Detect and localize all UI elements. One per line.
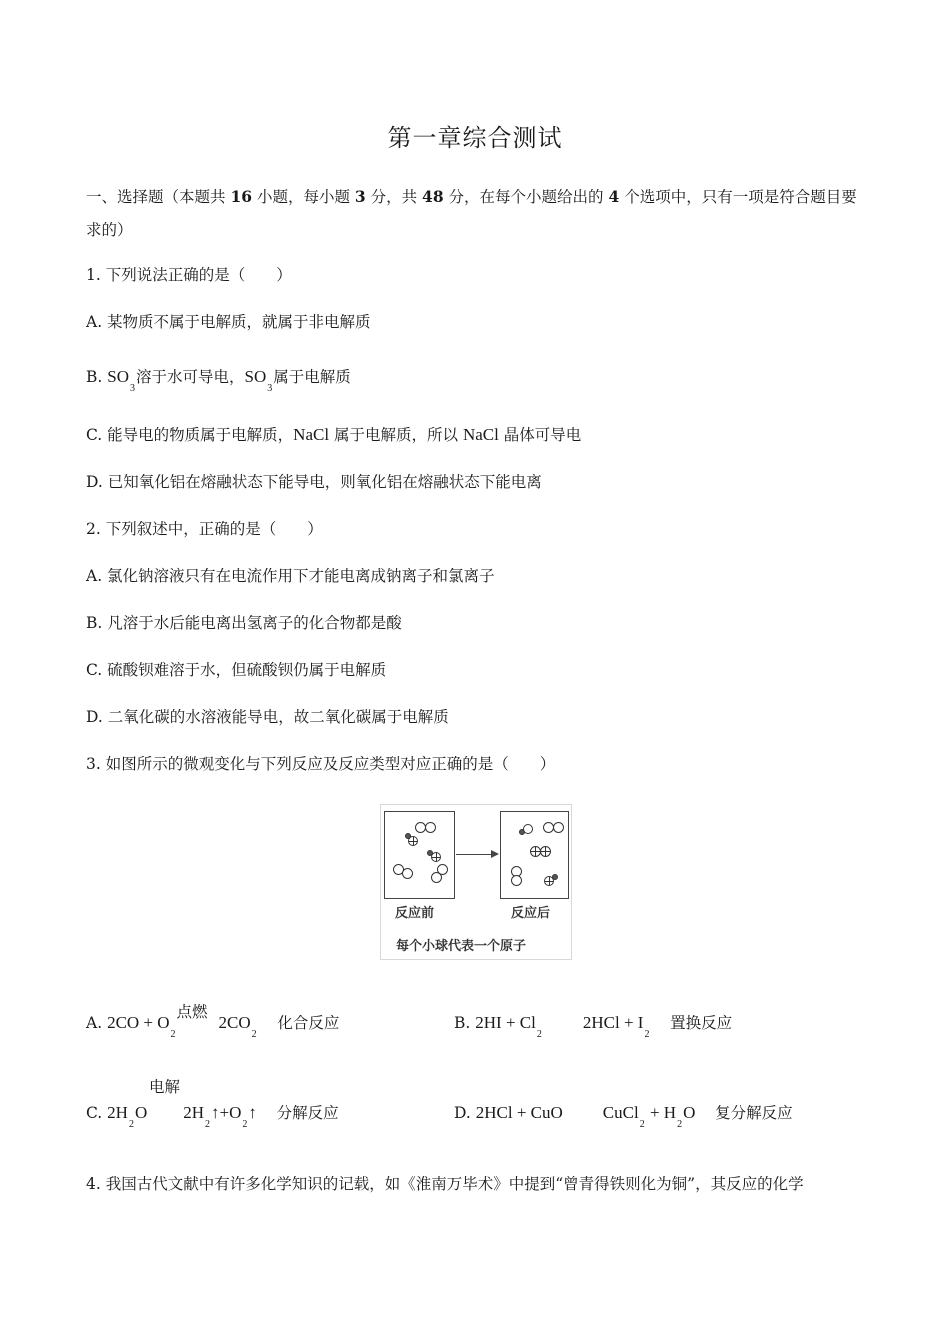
before-label: 反应前: [395, 906, 435, 921]
atom: [552, 874, 558, 880]
question-3-option-a[interactable]: A. $2CO + O_2$ 点燃 $2CO_2$ 化合反应: [86, 1003, 340, 1040]
question-3-stem: 3. 如图所示的微观变化与下列反应及反应类型对应正确的是（ ）: [86, 755, 556, 773]
question-2-stem: 2. 下列叙述中，正确的是（ ）: [86, 520, 323, 538]
question-2-option-a[interactable]: A. 氯化钠溶液只有在电流作用下才能电离成钠离子和氯离子: [86, 567, 495, 585]
section-heading: 一、选择题（本题共 16 小题，每小题 3 分，共 48 分，在每个小题给出的 4 个选项中，只有一项是符合题目要求的）: [86, 187, 857, 239]
question-2-option-c[interactable]: C. 硫酸钡难溶于水，但硫酸钡仍属于电解质: [86, 661, 387, 679]
atom: [431, 852, 441, 862]
question-2-option-d[interactable]: D. 二氧化碳的水溶液能导电，故二氧化碳属于电解质: [86, 708, 449, 726]
atom: [523, 824, 533, 834]
atom: [425, 822, 436, 833]
atom: [437, 864, 448, 875]
reaction-figure: [380, 804, 572, 960]
figure-caption: 每个小球代表一个原子: [396, 939, 527, 954]
question-1-option-b[interactable]: B. $SO_3$溶于水可导电，$SO_3$属于电解质: [86, 367, 351, 394]
question-1-option-c[interactable]: C. 能导电的物质属于电解质，NaCl 属于电解质，所以 NaCl 晶体可导电: [86, 425, 582, 444]
page-title: 第一章综合测试: [387, 124, 563, 152]
after-label: 反应后: [511, 906, 551, 921]
atom: [553, 822, 564, 833]
question-1-option-d[interactable]: D. 已知氧化铝在熔融状态下能导电，则氧化铝在熔融状态下能电离: [86, 473, 542, 491]
condition-label: 电解: [148, 1078, 180, 1096]
question-3-option-d[interactable]: D. 2HCl + CuO CuCl$_2$ + $H_2O$ 复分解反应: [454, 1103, 793, 1130]
atom: [540, 846, 551, 857]
reaction-arrow: [456, 854, 493, 855]
question-2-option-b[interactable]: B. 凡溶于水后能电离出氢离子的化合物都是酸: [86, 614, 402, 632]
arrow-head-icon: [491, 850, 499, 858]
question-1-stem: 1. 下列说法正确的是（ ）: [86, 266, 292, 284]
question-3-option-b[interactable]: B. $2HI + Cl_22HCl + I_2$ 置换反应: [454, 1013, 733, 1040]
atom: [402, 868, 413, 879]
condition-label: 点燃: [176, 1003, 208, 1021]
atom: [511, 875, 522, 886]
after-box: [500, 811, 569, 899]
question-3-option-c[interactable]: C. $2H_2O$ 电解 $2H_2↑+O_2↑$ 分解反应: [86, 1078, 339, 1130]
question-1-option-a[interactable]: A. 某物质不属于电解质，就属于非电解质: [86, 313, 371, 331]
question-4-stem: 4. 我国古代文献中有许多化学知识的记载，如《淮南万毕术》中提到“曾青得铁则化为铜”，其反应的化学: [86, 1175, 804, 1193]
atom: [408, 836, 418, 846]
before-box: [384, 811, 455, 899]
